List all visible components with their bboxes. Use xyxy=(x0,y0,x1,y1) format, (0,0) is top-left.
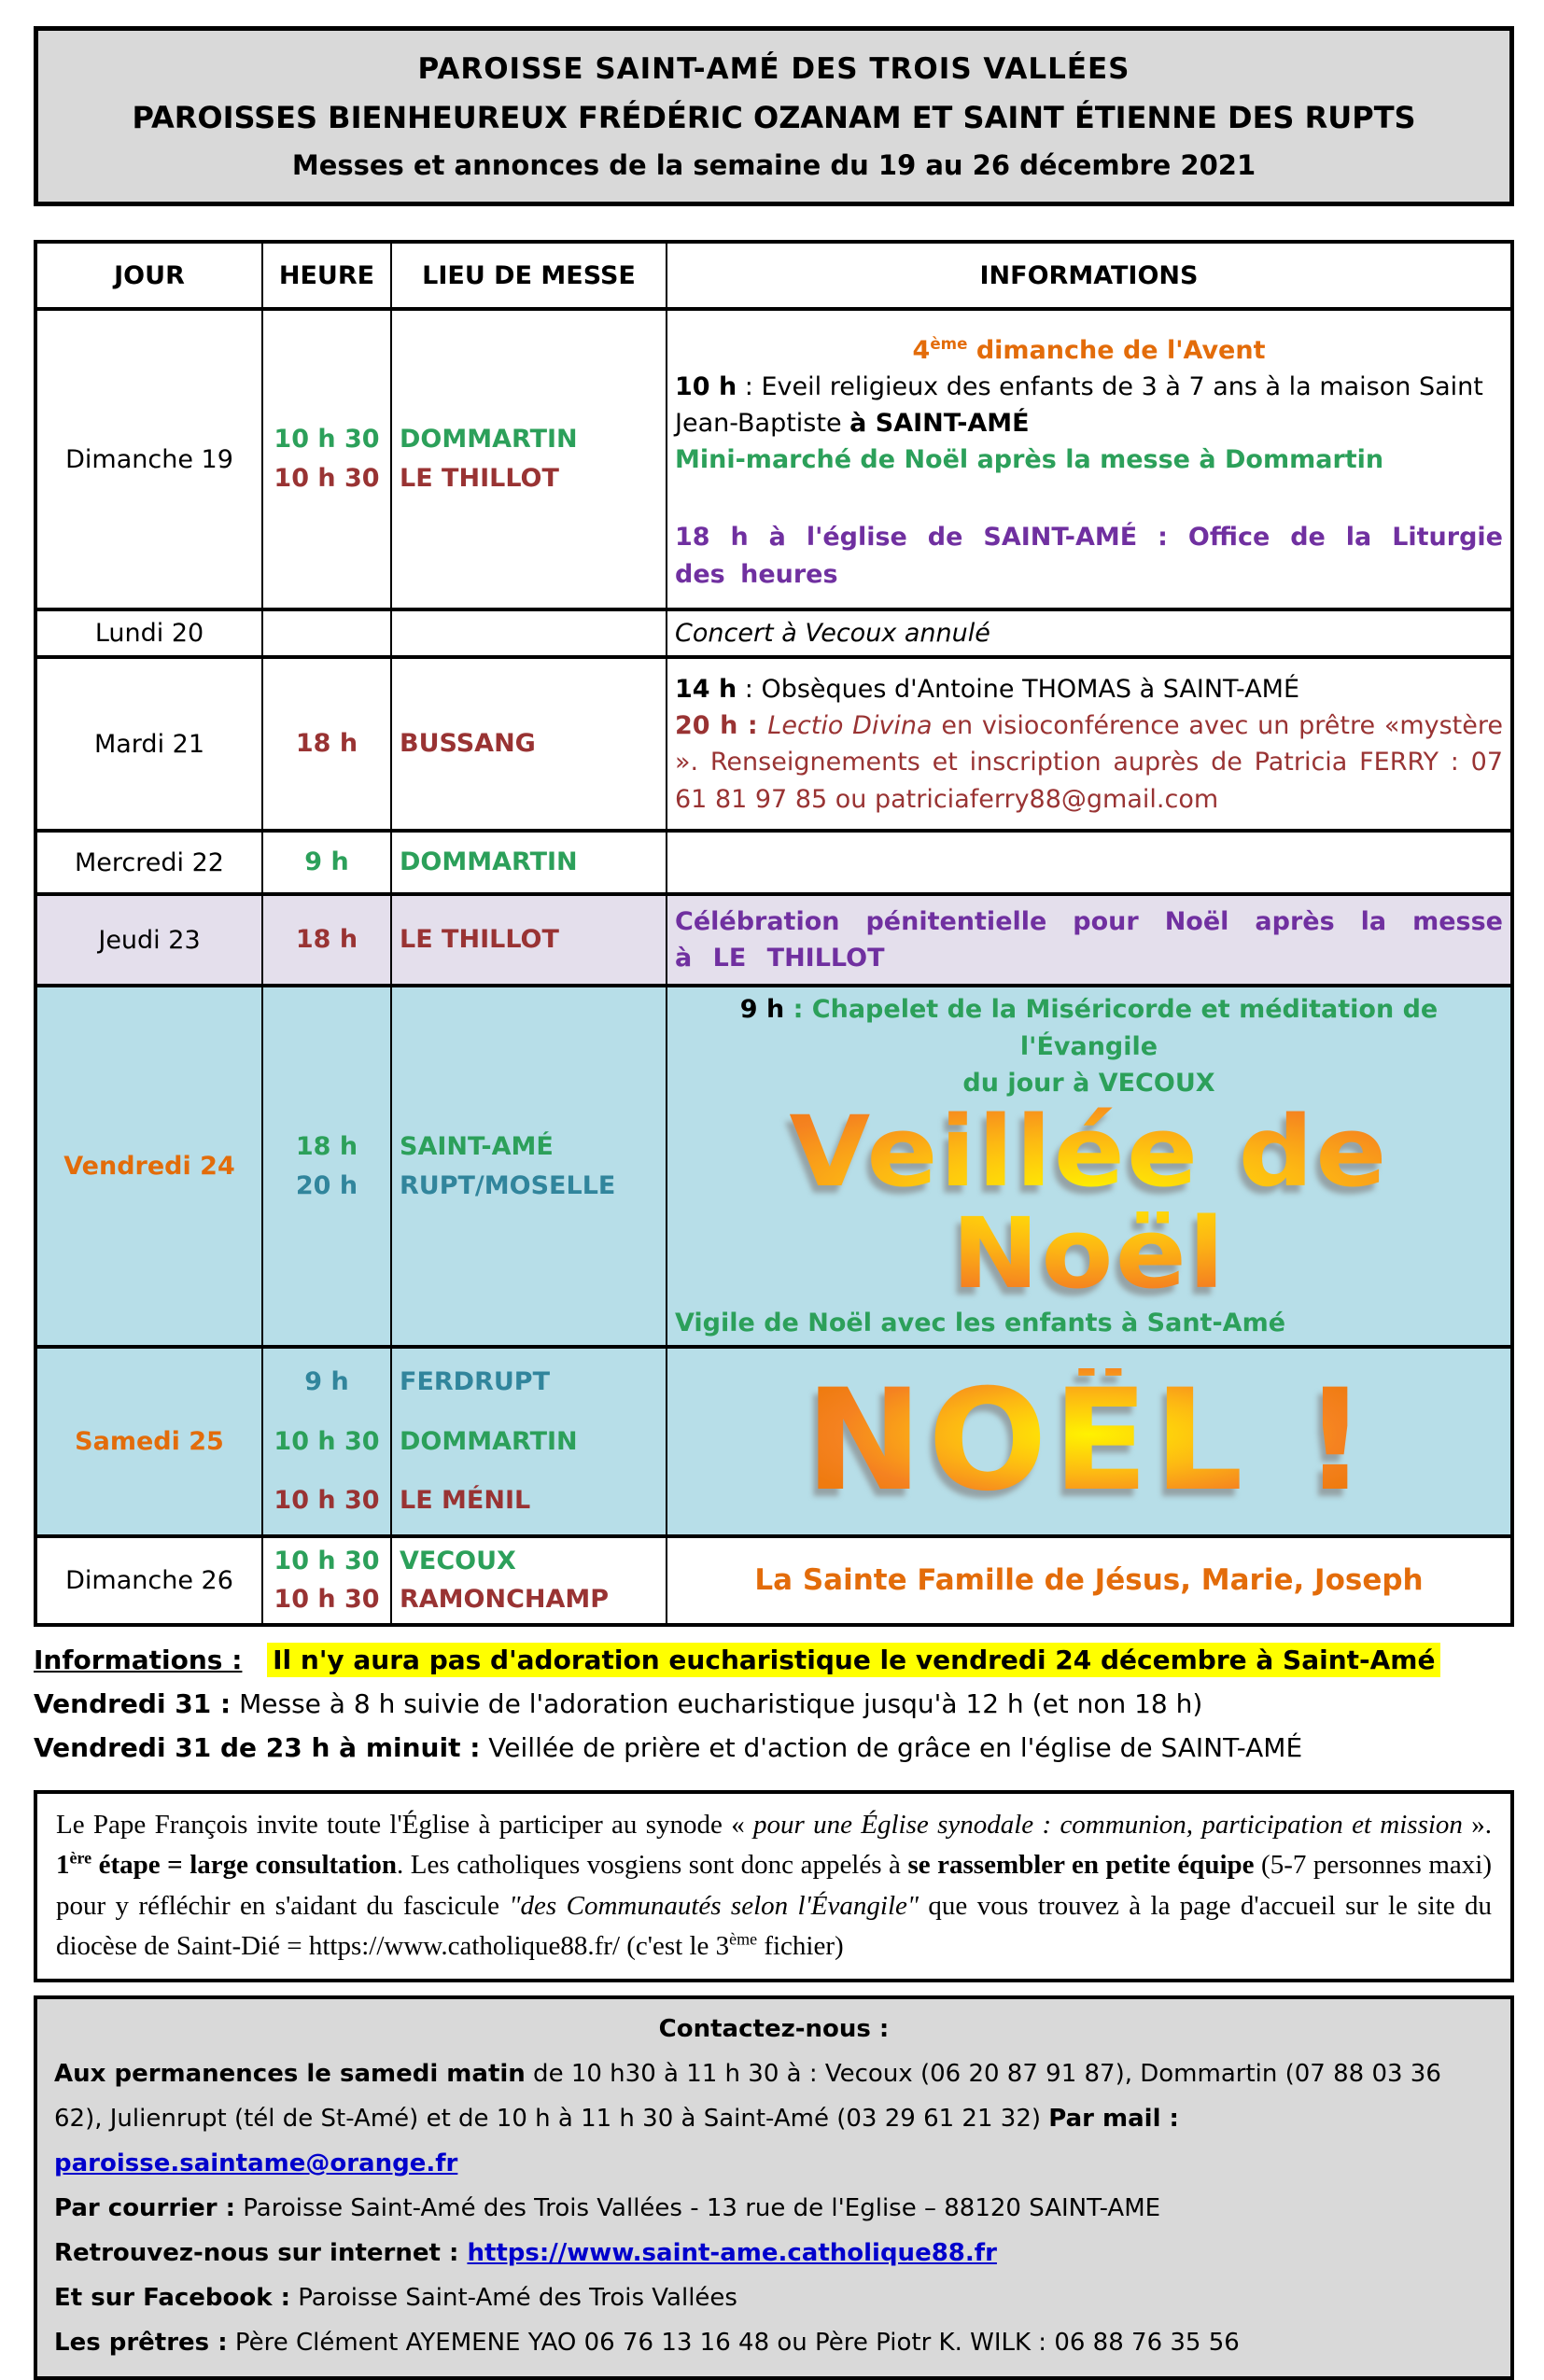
time-entry: 18 h xyxy=(295,729,358,759)
info-line-eveil: 10 h : Eveil religieux des enfants de 3 à 7 ans à la maison Saint Jean-Baptiste à SAINT-AMÉ xyxy=(675,371,1483,439)
highlighted-note: Il n'y aura pas d'adoration eucharistique le vendredi 24 décembre à Saint-Amé xyxy=(267,1643,1440,1677)
info-line-sainte-famille: La Sainte Famille de Jésus, Marie, Joseph xyxy=(754,1563,1424,1597)
time-entry: 10 h 30 xyxy=(274,1546,380,1575)
info-line-concert: Concert à Vecoux annulé xyxy=(675,619,990,649)
info-line-mini-marche: Mini-marché de Noël après la messe à Dommartin xyxy=(675,445,1384,475)
cell-day: Dimanche 19 xyxy=(35,309,262,609)
cell-info xyxy=(667,609,1512,657)
time-entry: 18 h xyxy=(295,1132,358,1161)
bulletin-header xyxy=(34,26,1514,206)
table-header-row xyxy=(35,242,1512,309)
cell-place xyxy=(391,894,667,986)
table-row-mercredi-22 xyxy=(35,831,1512,894)
cell-time xyxy=(262,309,391,609)
cell-day: Jeudi 23 xyxy=(35,894,262,986)
contact-box xyxy=(34,1995,1514,2380)
place-entry: RAMONCHAMP xyxy=(400,1585,610,1615)
cell-day: Mardi 21 xyxy=(35,657,262,831)
time-entry: 10 h 30 xyxy=(274,464,380,494)
cell-place xyxy=(391,1347,667,1535)
cell-place xyxy=(391,1536,667,1626)
wordart-veillee-de-noel: Veillée de Noël xyxy=(675,1101,1503,1305)
contact-courrier: Par courrier : Paroisse Saint-Amé des Trois Vallées - 13 rue de l'Eglise – 88120 SAINT-AME xyxy=(54,2194,1161,2223)
notes-section xyxy=(34,1640,1514,1769)
cell-info xyxy=(667,986,1512,1347)
parish-title-line1: PAROISSE SAINT-AMÉ DES TROIS VALLÉES xyxy=(417,52,1130,86)
cell-info xyxy=(667,894,1512,986)
table-row-lundi-20 xyxy=(35,609,1512,657)
note-vendredi-31-veillee: Vendredi 31 de 23 h à minuit : Veillée de prière et d'action de grâce en l'église de SAINT-AMÉ xyxy=(34,1731,1303,1763)
cell-time xyxy=(262,1536,391,1626)
col-header-lieu: LIEU DE MESSE xyxy=(391,242,667,309)
cell-place xyxy=(391,309,667,609)
synode-announcement-box: Le Pape François invite toute l'Église à participer au synode « pour une Église synodale : communion, participation et mission ». 1ère étape = large consultation. Les catholiques vosgiens sont donc appelés à se rassembler en petite équipe (5-7 personnes maxi) pour y réfléchir en s'aidant du fascicule "des Communautés selon l'Évangile" que vous trouvez à la page d'accueil sur le site du diocèse de Saint-Dié = https://www.catholique88.fr/ (c'est le 3ème fichier) xyxy=(34,1790,1514,1982)
info-line-chapelet-2: du jour à VECOUX xyxy=(962,1068,1215,1098)
info-line-lectio-divina: 20 h : Lectio Divina en visioconférence avec un prêtre «mystère ». Renseignements et inscription auprès de Patricia FERRY : 07 61 81 97 85 ou patriciaferry88@gmail.com xyxy=(675,711,1504,814)
col-header-heure: HEURE xyxy=(262,242,391,309)
mass-schedule-table xyxy=(34,240,1514,1627)
time-entry: 18 h xyxy=(295,925,358,955)
cell-time xyxy=(262,1347,391,1535)
time-entry: 9 h xyxy=(304,847,349,877)
table-row-jeudi-23 xyxy=(35,894,1512,986)
avent-title: 4ème dimanche de l'Avent xyxy=(912,333,1266,365)
time-entry: 10 h 30 xyxy=(274,1585,380,1615)
cell-info xyxy=(667,309,1512,609)
bulletin-page xyxy=(34,26,1514,2380)
table-row-vendredi-24 xyxy=(35,986,1512,1347)
info-line-obseques: 14 h : Obsèques d'Antoine THOMAS à SAINT-AMÉ xyxy=(675,675,1300,705)
place-entry: VECOUX xyxy=(400,1546,516,1575)
cell-day: Samedi 25 xyxy=(35,1347,262,1535)
bulletin-subtitle: Messes et annonces de la semaine du 19 au 26 décembre 2021 xyxy=(291,148,1256,181)
place-entry: FERDRUPT xyxy=(400,1367,551,1397)
cell-info xyxy=(667,831,1512,894)
place-entry: DOMMARTIN xyxy=(400,847,578,877)
cell-day: Mercredi 22 xyxy=(35,831,262,894)
cell-info xyxy=(667,1347,1512,1535)
parish-title-line2: PAROISSES BIENHEUREUX FRÉDÉRIC OZANAM ET SAINT ÉTIENNE DES RUPTS xyxy=(132,100,1416,136)
table-row-dimanche-26 xyxy=(35,1536,1512,1626)
place-entry: BUSSANG xyxy=(400,729,536,759)
contact-pretres: Les prêtres : Père Clément AYEMENE YAO 06 76 13 16 48 ou Père Piotr K. WILK : 06 88 76 35 56 xyxy=(54,2329,1240,2358)
col-header-jour: JOUR xyxy=(35,242,262,309)
place-entry: DOMMARTIN xyxy=(400,1426,578,1456)
info-line-vigile: Vigile de Noël avec les enfants à Sant-Amé xyxy=(675,1309,1286,1338)
contact-permanences: Aux permanences le samedi matin de 10 h30 à 11 h 30 à : Vecoux (06 20 87 91 87), Dommartin (07 88 03 36 62), Julienrupt (tél de St-Amé) et de 10 h à 11 h 30 à Saint-Amé (03 29 61 21 32) Par mail : paroisse.saintame@orange.fr xyxy=(54,2059,1441,2177)
place-entry: LE THILLOT xyxy=(400,464,559,494)
cell-time xyxy=(262,894,391,986)
contact-title: Contactez-nous : xyxy=(658,2014,890,2043)
website-link[interactable]: https://www.saint-ame.catholique88.fr xyxy=(467,2239,997,2268)
cell-place xyxy=(391,657,667,831)
place-entry: LE THILLOT xyxy=(400,925,559,955)
time-entry: 20 h xyxy=(295,1170,358,1200)
cell-time xyxy=(262,609,391,657)
col-header-informations: INFORMATIONS xyxy=(667,242,1512,309)
cell-place xyxy=(391,831,667,894)
cell-day: Dimanche 26 xyxy=(35,1536,262,1626)
place-entry: DOMMARTIN xyxy=(400,425,578,455)
wordart-noel: NOËL ! xyxy=(805,1359,1373,1522)
cell-time xyxy=(262,831,391,894)
place-entry: LE MÉNIL xyxy=(400,1486,531,1516)
note-adoration xyxy=(34,1640,1514,1682)
cell-time xyxy=(262,657,391,831)
time-entry: 10 h 30 xyxy=(274,425,380,455)
place-entry: SAINT-AMÉ xyxy=(400,1132,554,1161)
table-row-dimanche-19 xyxy=(35,309,1512,609)
contact-facebook: Et sur Facebook : Paroisse Saint-Amé des Trois Vallées xyxy=(54,2284,737,2313)
note-vendredi-31-messe: Vendredi 31 : Messe à 8 h suivie de l'adoration eucharistique jusqu'à 12 h (et non 18 h) xyxy=(34,1688,1203,1720)
info-line-office-liturgie: 18 h à l'église de SAINT-AMÉ : Office de la Liturgie des heures xyxy=(675,523,1503,589)
cell-place xyxy=(391,986,667,1347)
time-entry: 9 h xyxy=(304,1367,349,1397)
table-row-mardi-21 xyxy=(35,657,1512,831)
cell-info xyxy=(667,1536,1512,1626)
time-entry: 10 h 30 xyxy=(274,1426,380,1456)
notes-label: Informations : xyxy=(34,1645,243,1676)
cell-day: Lundi 20 xyxy=(35,609,262,657)
place-entry: RUPT/MOSELLE xyxy=(400,1170,616,1200)
contact-internet: Retrouvez-nous sur internet : https://www.saint-ame.catholique88.fr xyxy=(54,2239,997,2268)
info-line-celebration: Célébration pénitentielle pour Noël après la messe à LE THILLOT xyxy=(675,907,1503,973)
cell-day: Vendredi 24 xyxy=(35,986,262,1347)
cell-place xyxy=(391,609,667,657)
table-row-samedi-25 xyxy=(35,1347,1512,1535)
cell-info xyxy=(667,657,1512,831)
info-line-chapelet: 9 h : Chapelet de la Miséricorde et méditation de l'Évangile xyxy=(739,995,1439,1061)
time-entry: 10 h 30 xyxy=(274,1486,380,1516)
email-link[interactable]: paroisse.saintame@orange.fr xyxy=(54,2149,458,2177)
cell-time xyxy=(262,986,391,1347)
